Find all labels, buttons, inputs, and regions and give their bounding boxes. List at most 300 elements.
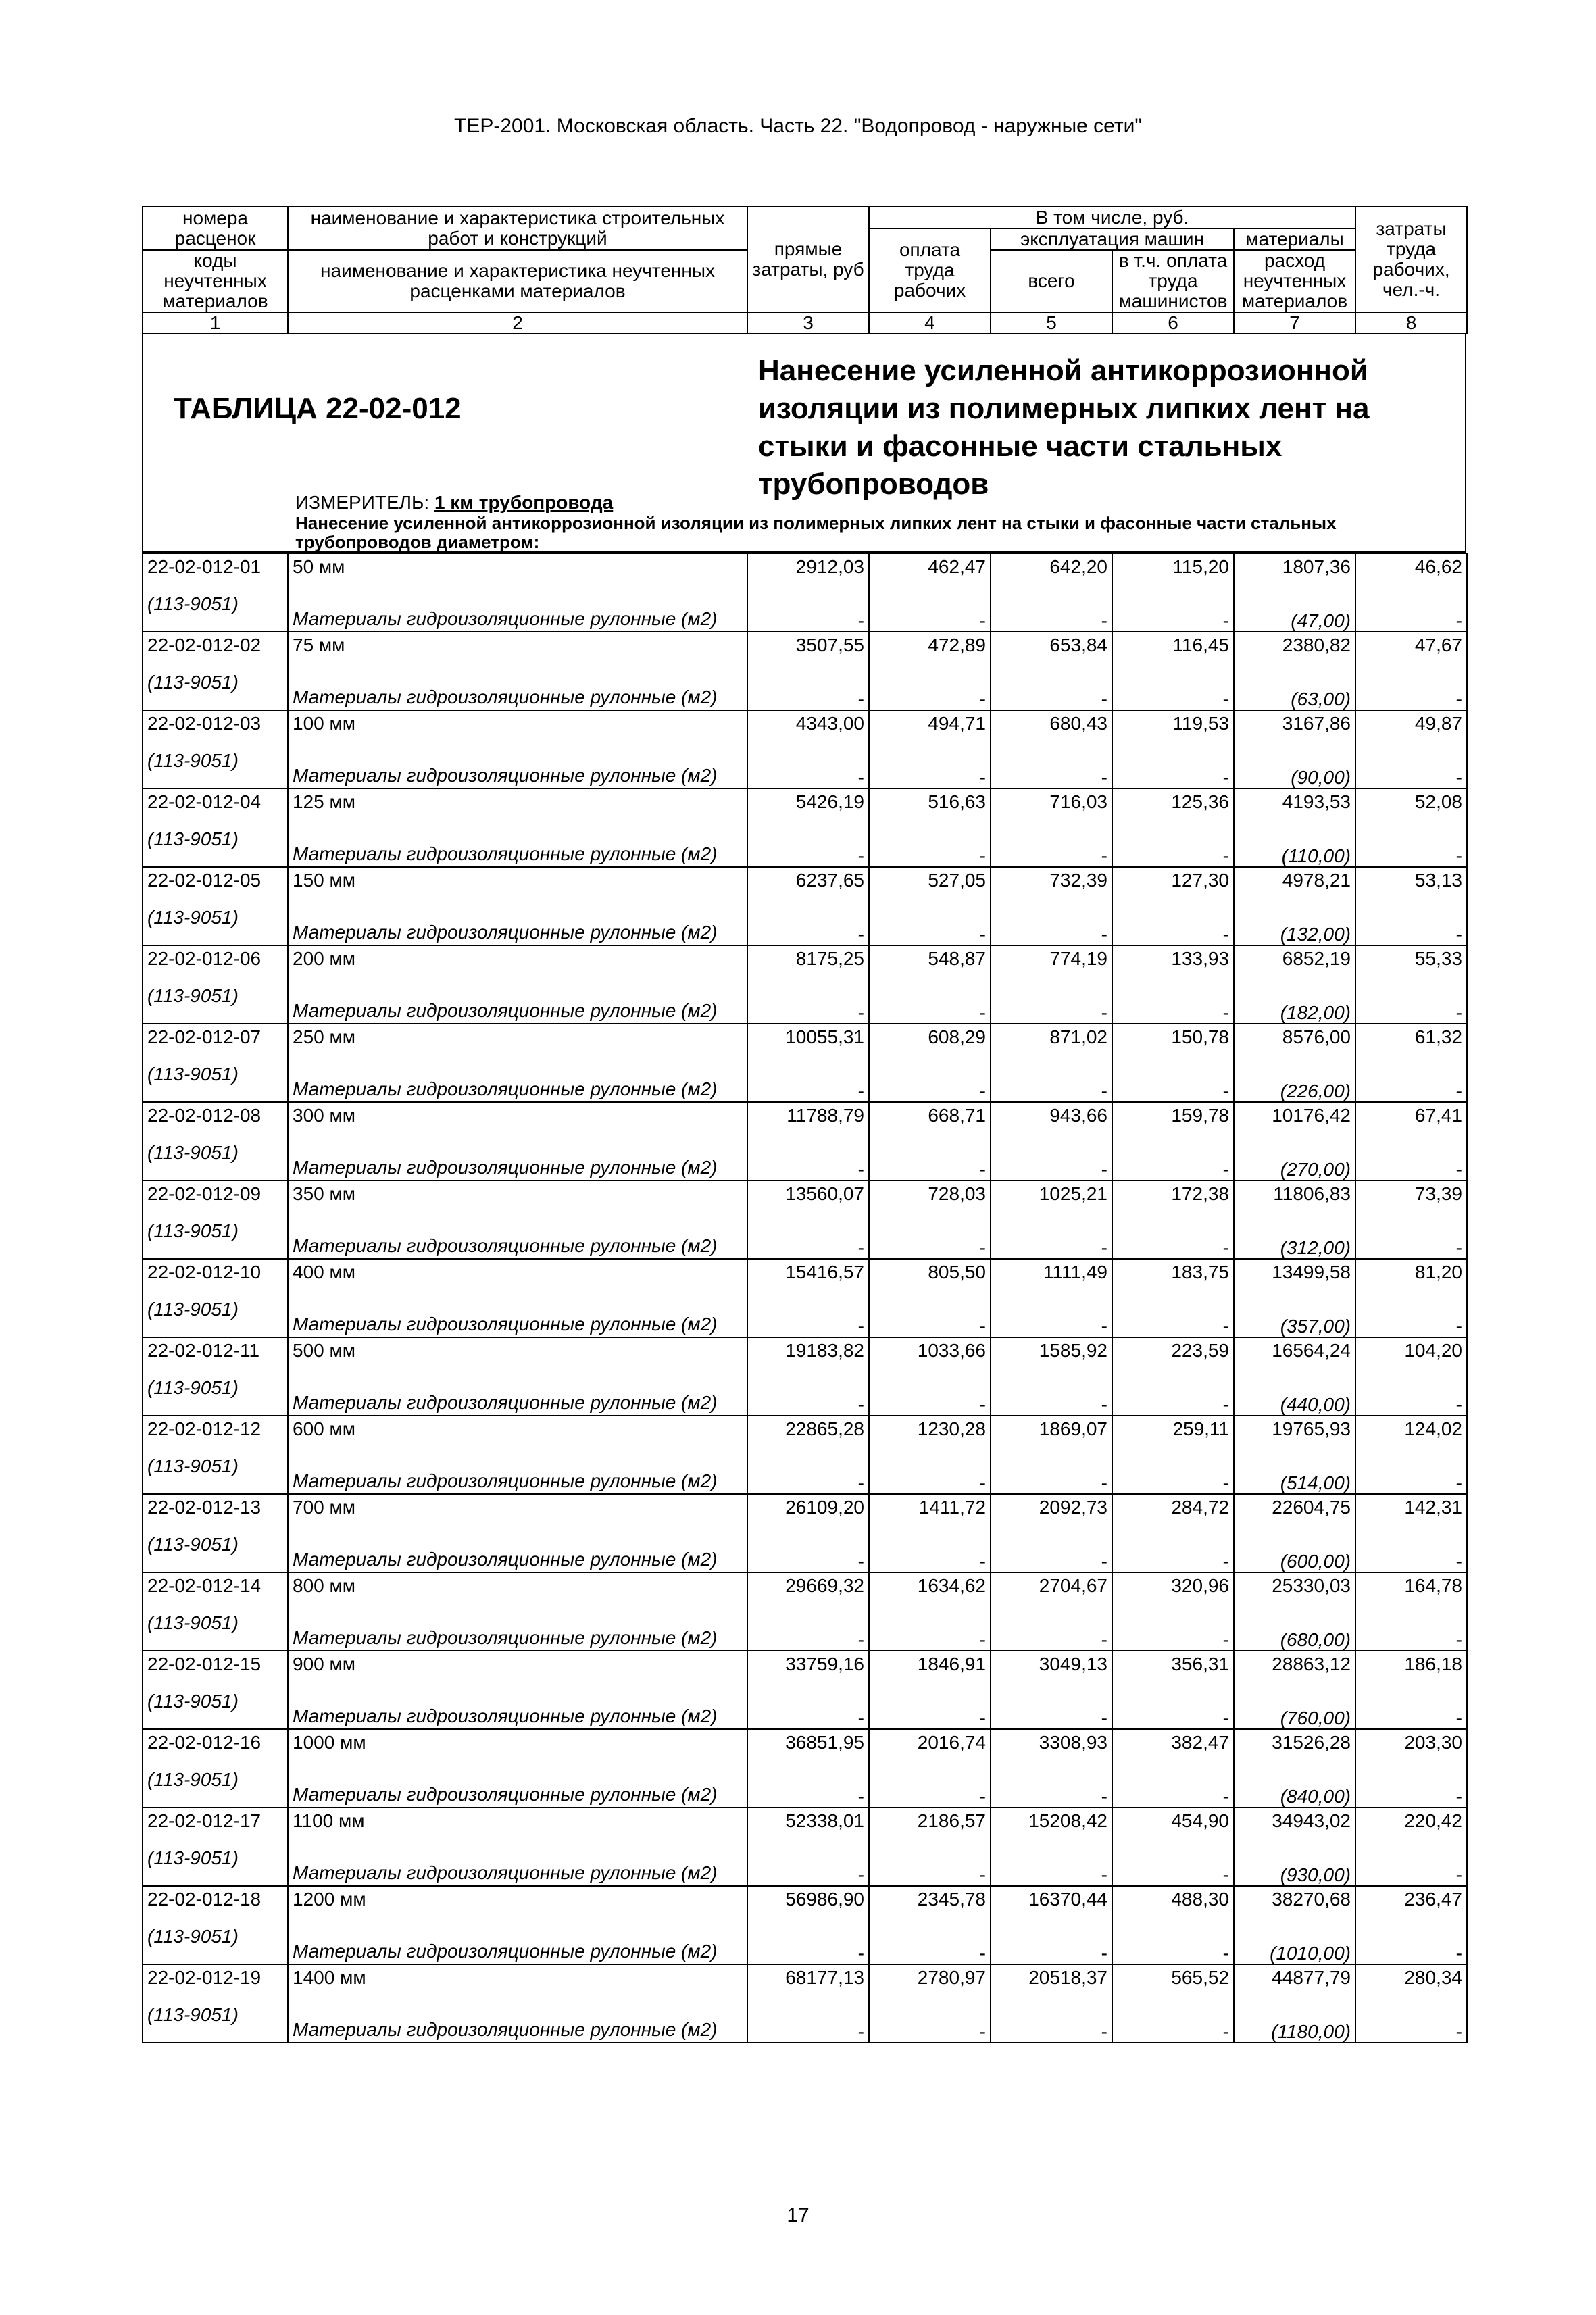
rate-code: 22-02-012-09 [143,1180,288,1204]
empty-value-dash: - [1355,812,1467,867]
material-code-cell [143,969,288,1024]
empty-value-dash: - [991,812,1112,867]
empty-value-dash: - [1355,969,1467,1024]
material-code: (113-9051) [147,1299,239,1320]
material-name: Материалы гидроизоляционные рулонные (м2) [293,608,718,629]
empty-value-dash: - [1112,1988,1234,2043]
worker-pay: 494,71 [869,710,991,734]
material-name-cell [288,1674,747,1729]
machinist-pay: 159,78 [1112,1102,1234,1126]
material-name-cell [288,577,747,632]
empty-value-dash: - [869,1126,991,1180]
material-code-cell [143,1831,288,1886]
material-row [143,969,1467,1024]
header-material-consumption: расход неучтенных материалов [1234,250,1355,312]
material-quantity: (600,00) [1234,1518,1355,1572]
material-name-cell [288,1831,747,1886]
material-code-cell [143,1988,288,2043]
direct-costs: 6237,65 [747,867,869,891]
material-code-cell [143,891,288,945]
rate-diameter: 800 мм [288,1572,747,1596]
rate-row [143,1808,1467,1831]
material-row [143,1831,1467,1886]
empty-value-dash: - [1112,1126,1234,1180]
direct-costs: 29669,32 [747,1572,869,1596]
machines-total: 2704,67 [991,1572,1112,1596]
empty-value-dash: - [869,1518,991,1572]
material-name: Материалы гидроизоляционные рулонные (м2) [293,687,718,707]
empty-value-dash: - [1355,1126,1467,1180]
materials-cost: 10176,42 [1234,1102,1355,1126]
rate-code: 22-02-012-11 [143,1337,288,1361]
empty-value-dash: - [869,1204,991,1259]
header-including-group: В том числе, руб. [869,207,1355,228]
rate-row [143,1337,1467,1361]
material-quantity: (680,00) [1234,1596,1355,1651]
empty-value-dash: - [991,1596,1112,1651]
empty-value-dash: - [1355,1988,1467,2043]
direct-costs: 8175,25 [747,945,869,969]
material-code: (113-9051) [147,1612,239,1633]
rate-code: 22-02-012-18 [143,1886,288,1910]
rate-diameter: 700 мм [288,1494,747,1518]
page-number: 17 [787,2204,809,2226]
material-name: Материалы гидроизоляционные рулонные (м2) [293,843,718,864]
material-code: (113-9051) [147,1455,239,1476]
empty-value-dash: - [1355,1753,1467,1808]
empty-value-dash: - [991,1988,1112,2043]
rate-row [143,710,1467,734]
machines-total: 680,43 [991,710,1112,734]
empty-value-dash: - [1355,1674,1467,1729]
direct-costs: 22865,28 [747,1416,869,1439]
header-work-name: наименование и характеристика строительных работ и конструкций [288,207,747,250]
material-code-cell [143,812,288,867]
material-code: (113-9051) [147,985,239,1006]
machines-total: 3049,13 [991,1651,1112,1674]
empty-value-dash: - [869,1674,991,1729]
materials-cost: 6852,19 [1234,945,1355,969]
rate-code: 22-02-012-10 [143,1259,288,1283]
material-name: Материалы гидроизоляционные рулонные (м2) [293,1392,718,1413]
header-unaccounted-material-codes: коды неучтенных материалов [143,250,288,312]
materials-cost: 34943,02 [1234,1808,1355,1831]
empty-value-dash: - [1112,577,1234,632]
material-quantity: (1180,00) [1234,1988,1355,2043]
empty-value-dash: - [869,1439,991,1494]
header-labor-hours: затраты труда рабочих, чел.-ч. [1355,207,1467,312]
material-row [143,1518,1467,1572]
empty-value-dash: - [747,1518,869,1572]
empty-value-dash: - [1112,1361,1234,1416]
rate-code: 22-02-012-13 [143,1494,288,1518]
rate-diameter: 100 мм [288,710,747,734]
empty-value-dash: - [991,734,1112,789]
labor-hours: 67,41 [1355,1102,1467,1126]
material-name: Материалы гидроизоляционные рулонные (м2) [293,1000,718,1021]
material-code-cell [143,1674,288,1729]
materials-cost: 3167,86 [1234,710,1355,734]
rate-code: 22-02-012-05 [143,867,288,891]
empty-value-dash: - [1112,969,1234,1024]
column-number: 2 [288,312,747,334]
header-worker-pay: оплата труда рабочих [869,228,991,312]
material-name: Материалы гидроизоляционные рулонные (м2) [293,922,718,943]
labor-hours: 164,78 [1355,1572,1467,1596]
material-code: (113-9051) [147,828,239,849]
column-number: 4 [869,312,991,334]
material-quantity: (47,00) [1234,577,1355,632]
material-code: (113-9051) [147,1926,239,1947]
machines-total: 716,03 [991,789,1112,812]
material-code-cell [143,1361,288,1416]
rate-row [143,1651,1467,1674]
rate-code: 22-02-012-16 [143,1729,288,1753]
empty-value-dash: - [991,1831,1112,1886]
machines-total: 3308,93 [991,1729,1112,1753]
worker-pay: 548,87 [869,945,991,969]
machinist-pay: 127,30 [1112,867,1234,891]
material-row [143,655,1467,710]
machinist-pay: 565,52 [1112,1964,1234,1988]
machinist-pay: 259,11 [1112,1416,1234,1439]
labor-hours: 236,47 [1355,1886,1467,1910]
empty-value-dash: - [747,655,869,710]
material-name-cell [288,1283,747,1337]
rate-row [143,945,1467,969]
machines-total: 15208,42 [991,1808,1112,1831]
empty-value-dash: - [1355,1910,1467,1964]
material-quantity: (930,00) [1234,1831,1355,1886]
empty-value-dash: - [1355,1361,1467,1416]
worker-pay: 2016,74 [869,1729,991,1753]
material-name-cell [288,734,747,789]
material-quantity: (312,00) [1234,1204,1355,1259]
material-code-cell [143,1518,288,1572]
unit-value: 1 км трубопровода [434,492,614,513]
machinist-pay: 115,20 [1112,553,1234,577]
empty-value-dash: - [1355,655,1467,710]
rate-diameter: 1400 мм [288,1964,747,1988]
direct-costs: 26109,20 [747,1494,869,1518]
machines-total: 1025,21 [991,1180,1112,1204]
worker-pay: 668,71 [869,1102,991,1126]
labor-hours: 203,30 [1355,1729,1467,1753]
header-unaccounted-material-name: наименование и характеристика неучтенных расценками материалов [288,250,747,312]
material-code: (113-9051) [147,1769,239,1790]
empty-value-dash: - [991,1204,1112,1259]
machines-total: 642,20 [991,553,1112,577]
direct-costs: 3507,55 [747,632,869,655]
material-row [143,1596,1467,1651]
material-row [143,577,1467,632]
empty-value-dash: - [991,577,1112,632]
section-heading: Нанесение усиленной антикоррозионной изоляции из полимерных липких лент на стыки и фасонные части стальных трубопроводов диаметром: [142,514,1466,553]
empty-value-dash: - [869,1988,991,2043]
empty-value-dash: - [747,812,869,867]
unit-label: ИЗМЕРИТЕЛЬ: [295,492,430,513]
material-name: Материалы гидроизоляционные рулонные (м2) [293,1314,718,1335]
rate-diameter: 1100 мм [288,1808,747,1831]
material-quantity: (514,00) [1234,1439,1355,1494]
machines-total: 774,19 [991,945,1112,969]
empty-value-dash: - [747,1753,869,1808]
materials-cost: 16564,24 [1234,1337,1355,1361]
empty-value-dash: - [747,1126,869,1180]
material-name-cell [288,1439,747,1494]
material-name: Материалы гидроизоляционные рулонные (м2) [293,1627,718,1648]
empty-value-dash: - [869,655,991,710]
empty-value-dash: - [991,1518,1112,1572]
worker-pay: 2186,57 [869,1808,991,1831]
machinist-pay: 488,30 [1112,1886,1234,1910]
worker-pay: 728,03 [869,1180,991,1204]
empty-value-dash: - [869,1753,991,1808]
materials-cost: 1807,36 [1234,553,1355,577]
empty-value-dash: - [991,1753,1112,1808]
rate-row [143,1964,1467,1988]
direct-costs: 2912,03 [747,553,869,577]
material-name-cell [288,969,747,1024]
column-header-table [142,206,1468,334]
rates-table-area [142,206,1466,2043]
empty-value-dash: - [1112,1204,1234,1259]
column-number: 5 [991,312,1112,334]
rate-diameter: 200 мм [288,945,747,969]
empty-value-dash: - [1112,1518,1234,1572]
empty-value-dash: - [747,1204,869,1259]
worker-pay: 1411,72 [869,1494,991,1518]
empty-value-dash: - [1112,1831,1234,1886]
material-quantity: (110,00) [1234,812,1355,867]
material-row [143,891,1467,945]
materials-cost: 2380,82 [1234,632,1355,655]
material-row [143,1988,1467,2043]
material-code: (113-9051) [147,593,239,614]
empty-value-dash: - [991,1126,1112,1180]
materials-cost: 22604,75 [1234,1494,1355,1518]
material-code: (113-9051) [147,1847,239,1868]
rate-code: 22-02-012-12 [143,1416,288,1439]
direct-costs: 10055,31 [747,1024,869,1047]
material-name: Материалы гидроизоляционные рулонные (м2) [293,2019,718,2040]
rate-diameter: 125 мм [288,789,747,812]
empty-value-dash: - [1112,1047,1234,1102]
worker-pay: 527,05 [869,867,991,891]
machinist-pay: 356,31 [1112,1651,1234,1674]
material-name: Материалы гидроизоляционные рулонные (м2) [293,1235,718,1256]
header-machinist-pay: в т.ч. оплата труда машинистов [1112,250,1234,312]
machines-total: 653,84 [991,632,1112,655]
empty-value-dash: - [869,891,991,945]
material-code: (113-9051) [147,1534,239,1555]
material-name-cell [288,1753,747,1808]
rate-diameter: 300 мм [288,1102,747,1126]
material-quantity: (357,00) [1234,1283,1355,1337]
materials-cost: 8576,00 [1234,1024,1355,1047]
rate-row [143,1024,1467,1047]
empty-value-dash: - [869,1047,991,1102]
material-code-cell [143,1596,288,1651]
labor-hours: 124,02 [1355,1416,1467,1439]
rate-row [143,867,1467,891]
measurement-unit-line [142,487,1466,514]
material-row [143,734,1467,789]
header-materials: материалы [1234,228,1355,250]
material-name-cell [288,1047,747,1102]
material-code-cell [143,1439,288,1494]
empty-value-dash: - [991,1439,1112,1494]
material-code-cell [143,1910,288,1964]
empty-value-dash: - [991,1283,1112,1337]
labor-hours: 73,39 [1355,1180,1467,1204]
machinist-pay: 320,96 [1112,1572,1234,1596]
material-name-cell [288,1361,747,1416]
direct-costs: 5426,19 [747,789,869,812]
direct-costs: 36851,95 [747,1729,869,1753]
column-number-row [143,312,1467,334]
empty-value-dash: - [1112,1283,1234,1337]
rate-code: 22-02-012-02 [143,632,288,655]
material-name-cell [288,1126,747,1180]
machinist-pay: 119,53 [1112,710,1234,734]
empty-value-dash: - [1355,891,1467,945]
material-code: (113-9051) [147,2004,239,2025]
empty-value-dash: - [991,891,1112,945]
rate-row [143,1729,1467,1753]
machinist-pay: 454,90 [1112,1808,1234,1831]
machinist-pay: 223,59 [1112,1337,1234,1361]
rate-row [143,1180,1467,1204]
empty-value-dash: - [869,1361,991,1416]
labor-hours: 52,08 [1355,789,1467,812]
empty-value-dash: - [1112,1753,1234,1808]
material-quantity: (132,00) [1234,891,1355,945]
empty-value-dash: - [747,1283,869,1337]
empty-value-dash: - [747,1596,869,1651]
material-row [143,1204,1467,1259]
direct-costs: 4343,00 [747,710,869,734]
material-quantity: (270,00) [1234,1126,1355,1180]
material-quantity: (63,00) [1234,655,1355,710]
material-quantity: (1010,00) [1234,1910,1355,1964]
material-quantity: (182,00) [1234,969,1355,1024]
rate-diameter: 900 мм [288,1651,747,1674]
material-quantity: (226,00) [1234,1047,1355,1102]
material-row [143,1126,1467,1180]
material-row [143,1439,1467,1494]
header-machines-total: всего [991,250,1112,312]
empty-value-dash: - [747,1988,869,2043]
direct-costs: 13560,07 [747,1180,869,1204]
labor-hours: 61,32 [1355,1024,1467,1047]
material-name-cell [288,1518,747,1572]
column-number: 1 [143,312,288,334]
material-name-cell [288,1988,747,2043]
column-number: 3 [747,312,869,334]
rate-code: 22-02-012-01 [143,553,288,577]
material-name-cell [288,1910,747,1964]
material-name-cell [288,1204,747,1259]
rate-code: 22-02-012-15 [143,1651,288,1674]
material-name: Материалы гидроизоляционные рулонные (м2) [293,1784,718,1805]
empty-value-dash: - [1112,1439,1234,1494]
empty-value-dash: - [869,1910,991,1964]
worker-pay: 1230,28 [869,1416,991,1439]
materials-cost: 13499,58 [1234,1259,1355,1283]
machinist-pay: 133,93 [1112,945,1234,969]
rate-diameter: 600 мм [288,1416,747,1439]
material-row [143,1361,1467,1416]
direct-costs: 68177,13 [747,1964,869,1988]
header-machine-operation: эксплуатация машин [991,228,1234,250]
material-name-cell [288,812,747,867]
rate-diameter: 250 мм [288,1024,747,1047]
worker-pay: 1634,62 [869,1572,991,1596]
rate-row [143,1886,1467,1910]
rate-row [143,1416,1467,1439]
worker-pay: 608,29 [869,1024,991,1047]
page-header: ТЕР-2001. Московская область. Часть 22. "Водопровод - наружные сети" [454,115,1142,137]
material-name: Материалы гидроизоляционные рулонные (м2) [293,1470,718,1491]
material-quantity: (760,00) [1234,1674,1355,1729]
material-code: (113-9051) [147,750,239,771]
material-quantity: (440,00) [1234,1361,1355,1416]
empty-value-dash: - [869,1596,991,1651]
machinist-pay: 125,36 [1112,789,1234,812]
empty-value-dash: - [869,1831,991,1886]
material-code: (113-9051) [147,672,239,693]
material-code: (113-9051) [147,1377,239,1398]
empty-value-dash: - [1355,1204,1467,1259]
empty-value-dash: - [991,1910,1112,1964]
rate-code: 22-02-012-04 [143,789,288,812]
rate-diameter: 150 мм [288,867,747,891]
machinist-pay: 183,75 [1112,1259,1234,1283]
material-code: (113-9051) [147,1064,239,1085]
worker-pay: 2780,97 [869,1964,991,1988]
rates-rows [142,553,1468,2043]
material-code-cell [143,1126,288,1180]
rate-code: 22-02-012-17 [143,1808,288,1831]
empty-value-dash: - [1112,655,1234,710]
material-code-cell [143,655,288,710]
materials-cost: 44877,79 [1234,1964,1355,1988]
direct-costs: 15416,57 [747,1259,869,1283]
empty-value-dash: - [1112,1596,1234,1651]
header-direct-costs: прямые затраты, руб [747,207,869,312]
empty-value-dash: - [869,1283,991,1337]
machines-total: 1869,07 [991,1416,1112,1439]
empty-value-dash: - [1355,1283,1467,1337]
empty-value-dash: - [1355,1831,1467,1886]
material-row [143,1047,1467,1102]
machines-total: 1585,92 [991,1337,1112,1361]
rate-diameter: 1000 мм [288,1729,747,1753]
machines-total: 943,66 [991,1102,1112,1126]
direct-costs: 56986,90 [747,1886,869,1910]
empty-value-dash: - [1112,734,1234,789]
empty-value-dash: - [1112,891,1234,945]
materials-cost: 4978,21 [1234,867,1355,891]
worker-pay: 805,50 [869,1259,991,1283]
labor-hours: 142,31 [1355,1494,1467,1518]
machines-total: 2092,73 [991,1494,1112,1518]
rate-code: 22-02-012-19 [143,1964,288,1988]
empty-value-dash: - [991,969,1112,1024]
labor-hours: 220,42 [1355,1808,1467,1831]
machines-total: 732,39 [991,867,1112,891]
